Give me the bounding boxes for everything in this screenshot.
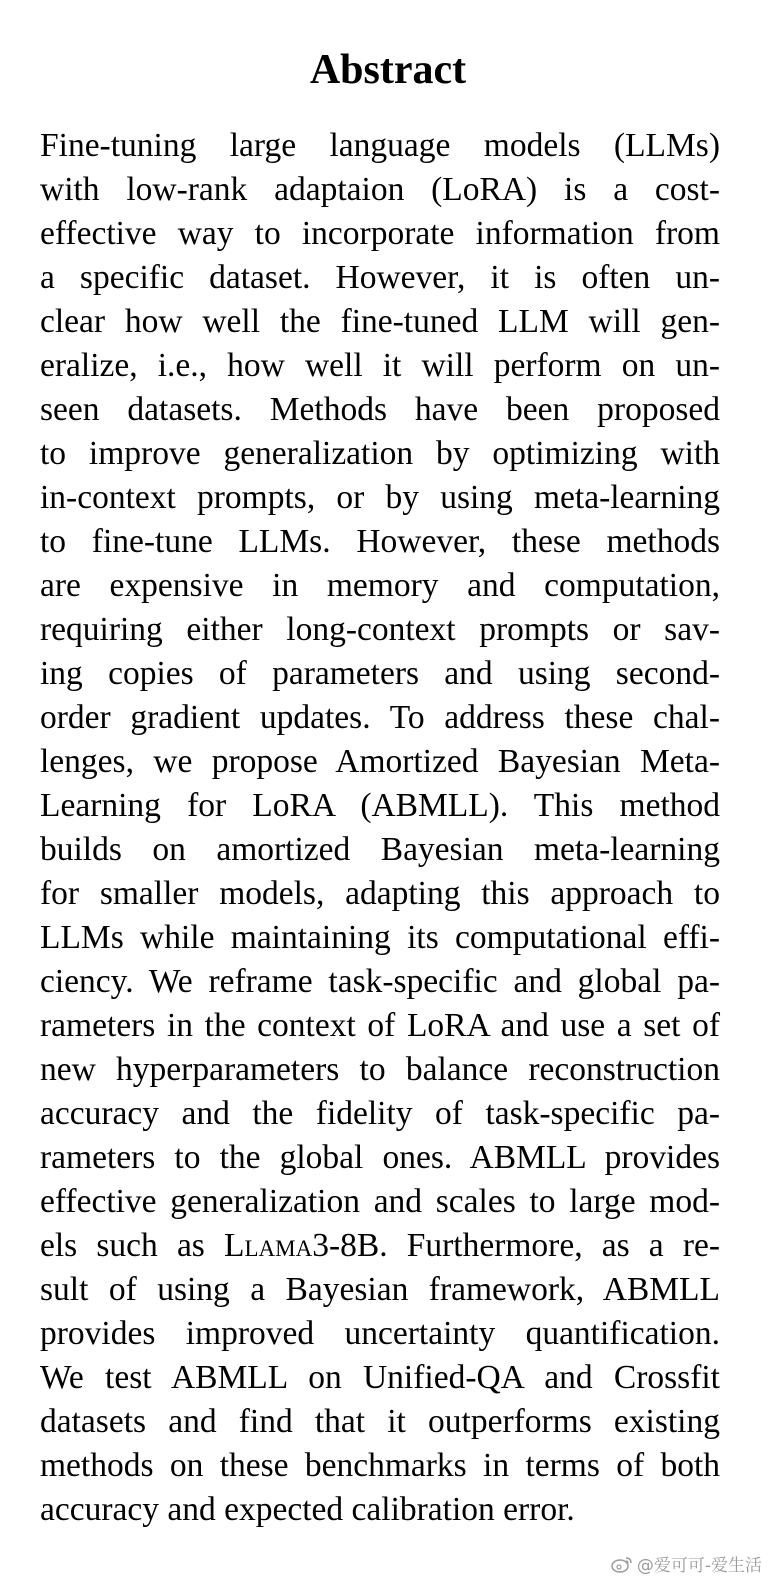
abstract-line: seen datasets. Methods have been proposed	[40, 391, 720, 428]
abstract-body	[40, 124, 720, 1532]
abstract-line: datasets and find that it outperforms existing	[40, 1403, 720, 1440]
watermark-text: @爱可可-爱生活	[636, 1556, 762, 1576]
abstract-line-model-name	[40, 1224, 720, 1268]
abstract-line: rameters in the context of LoRA and use a set of	[40, 1007, 720, 1044]
abstract-line: to improve generalization by optimizing with	[40, 435, 720, 472]
abstract-line: effective way to incorporate information from	[40, 215, 720, 252]
abstract-line: order gradient updates. To address these chal-	[40, 699, 720, 736]
abstract-line: lenges, we propose Amortized Bayesian Meta-	[40, 743, 720, 780]
abstract-line: requiring either long-context prompts or sav-	[40, 611, 720, 648]
abstract-line: are expensive in memory and computation,	[40, 567, 720, 604]
abstract-line: with low-rank adaptaion (LoRA) is a cost-	[40, 171, 720, 208]
abstract-line: accuracy and the fidelity of task-specific pa-	[40, 1095, 720, 1132]
abstract-line: for smaller models, adapting this approach to	[40, 875, 720, 912]
abstract-line: builds on amortized Bayesian meta-learning	[40, 831, 720, 868]
abstract-line: Learning for LoRA (ABMLL). This method	[40, 787, 720, 824]
abstract-line: rameters to the global ones. ABMLL provides	[40, 1139, 720, 1176]
weibo-logo-icon	[611, 1555, 633, 1573]
abstract-line: ing copies of parameters and using second-	[40, 655, 720, 692]
watermark	[611, 1551, 762, 1576]
abstract-line: Fine-tuning large language models (LLMs)	[40, 127, 720, 164]
abstract-line: provides improved uncertainty quantification.	[40, 1315, 720, 1352]
abstract-line-last: accuracy and expected calibration error.	[40, 1491, 575, 1528]
abstract-line: methods on these benchmarks in terms of both	[40, 1447, 720, 1484]
abstract-line: clear how well the fine-tuned LLM will gen-	[40, 303, 720, 340]
abstract-line: a specific dataset. However, it is often un-	[40, 259, 720, 296]
abstract-line: We test ABMLL on Unified-QA and Crossfit	[40, 1359, 720, 1396]
abstract-line: to fine-tune LLMs. However, these methods	[40, 523, 720, 560]
line-suffix: . Furthermore, as a re-	[379, 1227, 721, 1264]
abstract-line: eralize, i.e., how well it will perform on un-	[40, 347, 720, 384]
abstract-line: effective generalization and scales to large mod-	[40, 1183, 720, 1220]
model-suffix: 3-8B	[312, 1227, 380, 1264]
abstract-line: ciency. We reframe task-specific and global pa-	[40, 963, 720, 1000]
model-name: Llama	[224, 1227, 313, 1264]
abstract-line: new hyperparameters to balance reconstruction	[40, 1051, 720, 1088]
abstract-line: sult of using a Bayesian framework, ABMLL	[40, 1271, 720, 1308]
abstract-line: in-context prompts, or by using meta-learning	[40, 479, 720, 516]
abstract-line: LLMs while maintaining its computational effi-	[40, 919, 720, 956]
line-prefix: els such as	[40, 1227, 225, 1264]
abstract-heading: Abstract	[309, 47, 467, 93]
